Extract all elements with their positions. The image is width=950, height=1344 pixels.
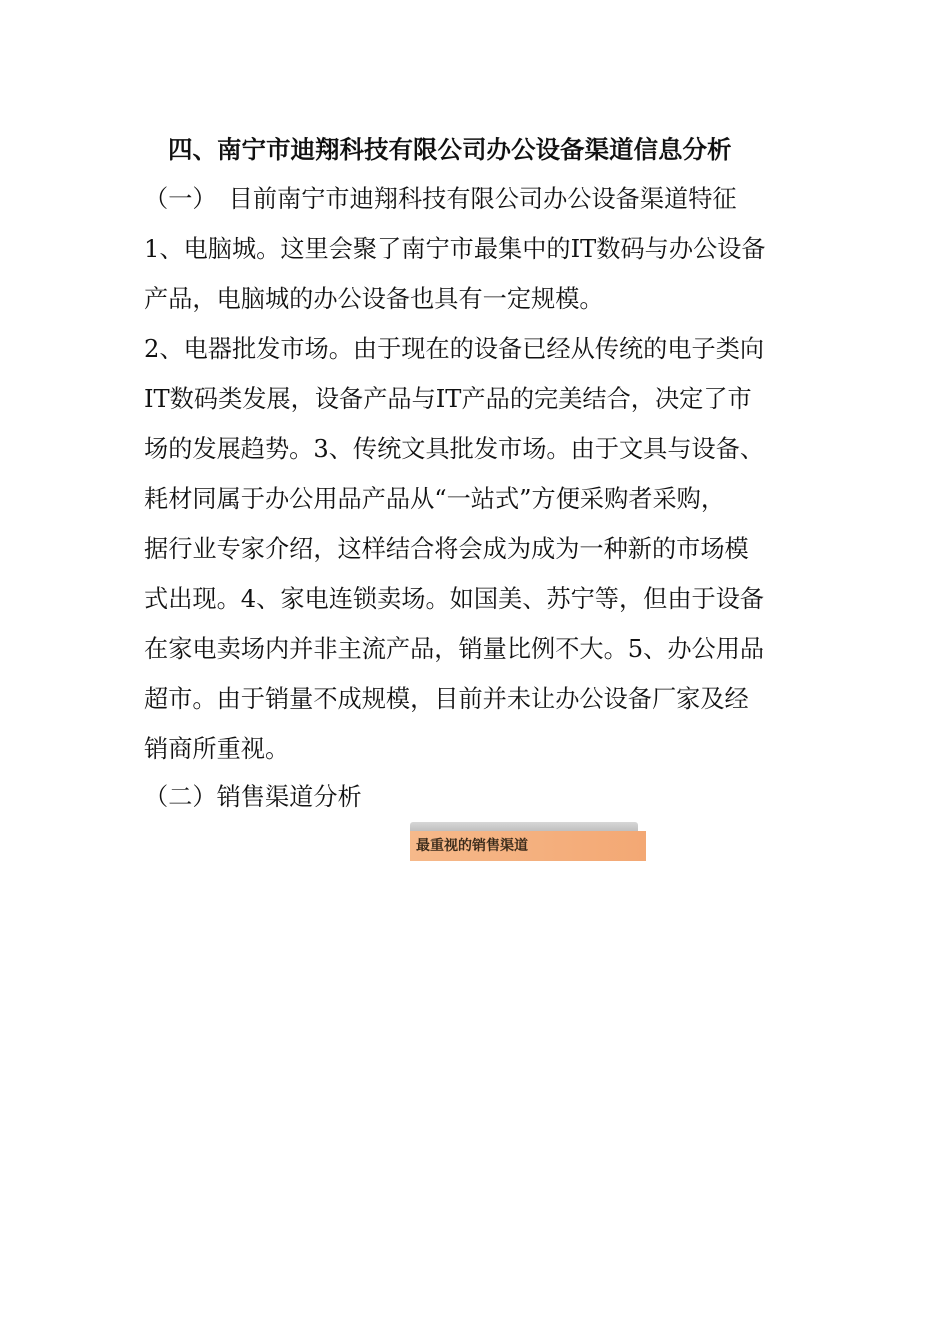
paragraph-line: 2、电器批发市场。由于现在的设备已经从传统的电子类向: [144, 335, 765, 363]
paragraph-line: 据行业专家介绍，这样结合将会成为成为一种新的市场模: [144, 535, 749, 563]
figure-label: 最重视的销售渠道: [416, 838, 528, 854]
paragraph-line: 超市。由于销量不成规模，目前并未让办公设备厂家及经: [144, 685, 749, 713]
paragraph-line: 1、电脑城。这里会聚了南宁市最集中的IT数码与办公设备: [144, 235, 766, 263]
paragraph-line: IT数码类发展，设备产品与IT产品的完美结合，决定了市: [144, 385, 752, 413]
paragraph-line: 销商所重视。: [144, 735, 290, 763]
figure-banner: [410, 822, 646, 862]
paragraph-line: 耗材同属于办公用品产品从“一站式”方便采购者采购，: [144, 485, 726, 513]
paragraph-line: 场的发展趋势。3、传统文具批发市场。由于文具与设备、: [144, 435, 765, 463]
subsection-title: （二）销售渠道分析: [144, 783, 362, 811]
paragraph-line: 在家电卖场内并非主流产品，销量比例不大。5、办公用品: [144, 635, 765, 663]
paragraph-line: 产品，电脑城的办公设备也具有一定规模。: [144, 285, 604, 313]
paragraph-line: 式出现。4、家电连锁卖场。如国美、苏宁等，但由于设备: [144, 585, 765, 613]
subsection-title: （一） 目前南宁市迪翔科技有限公司办公设备渠道特征: [144, 185, 737, 213]
section-heading: 四、南宁市迪翔科技有限公司办公设备渠道信息分析: [168, 135, 732, 164]
